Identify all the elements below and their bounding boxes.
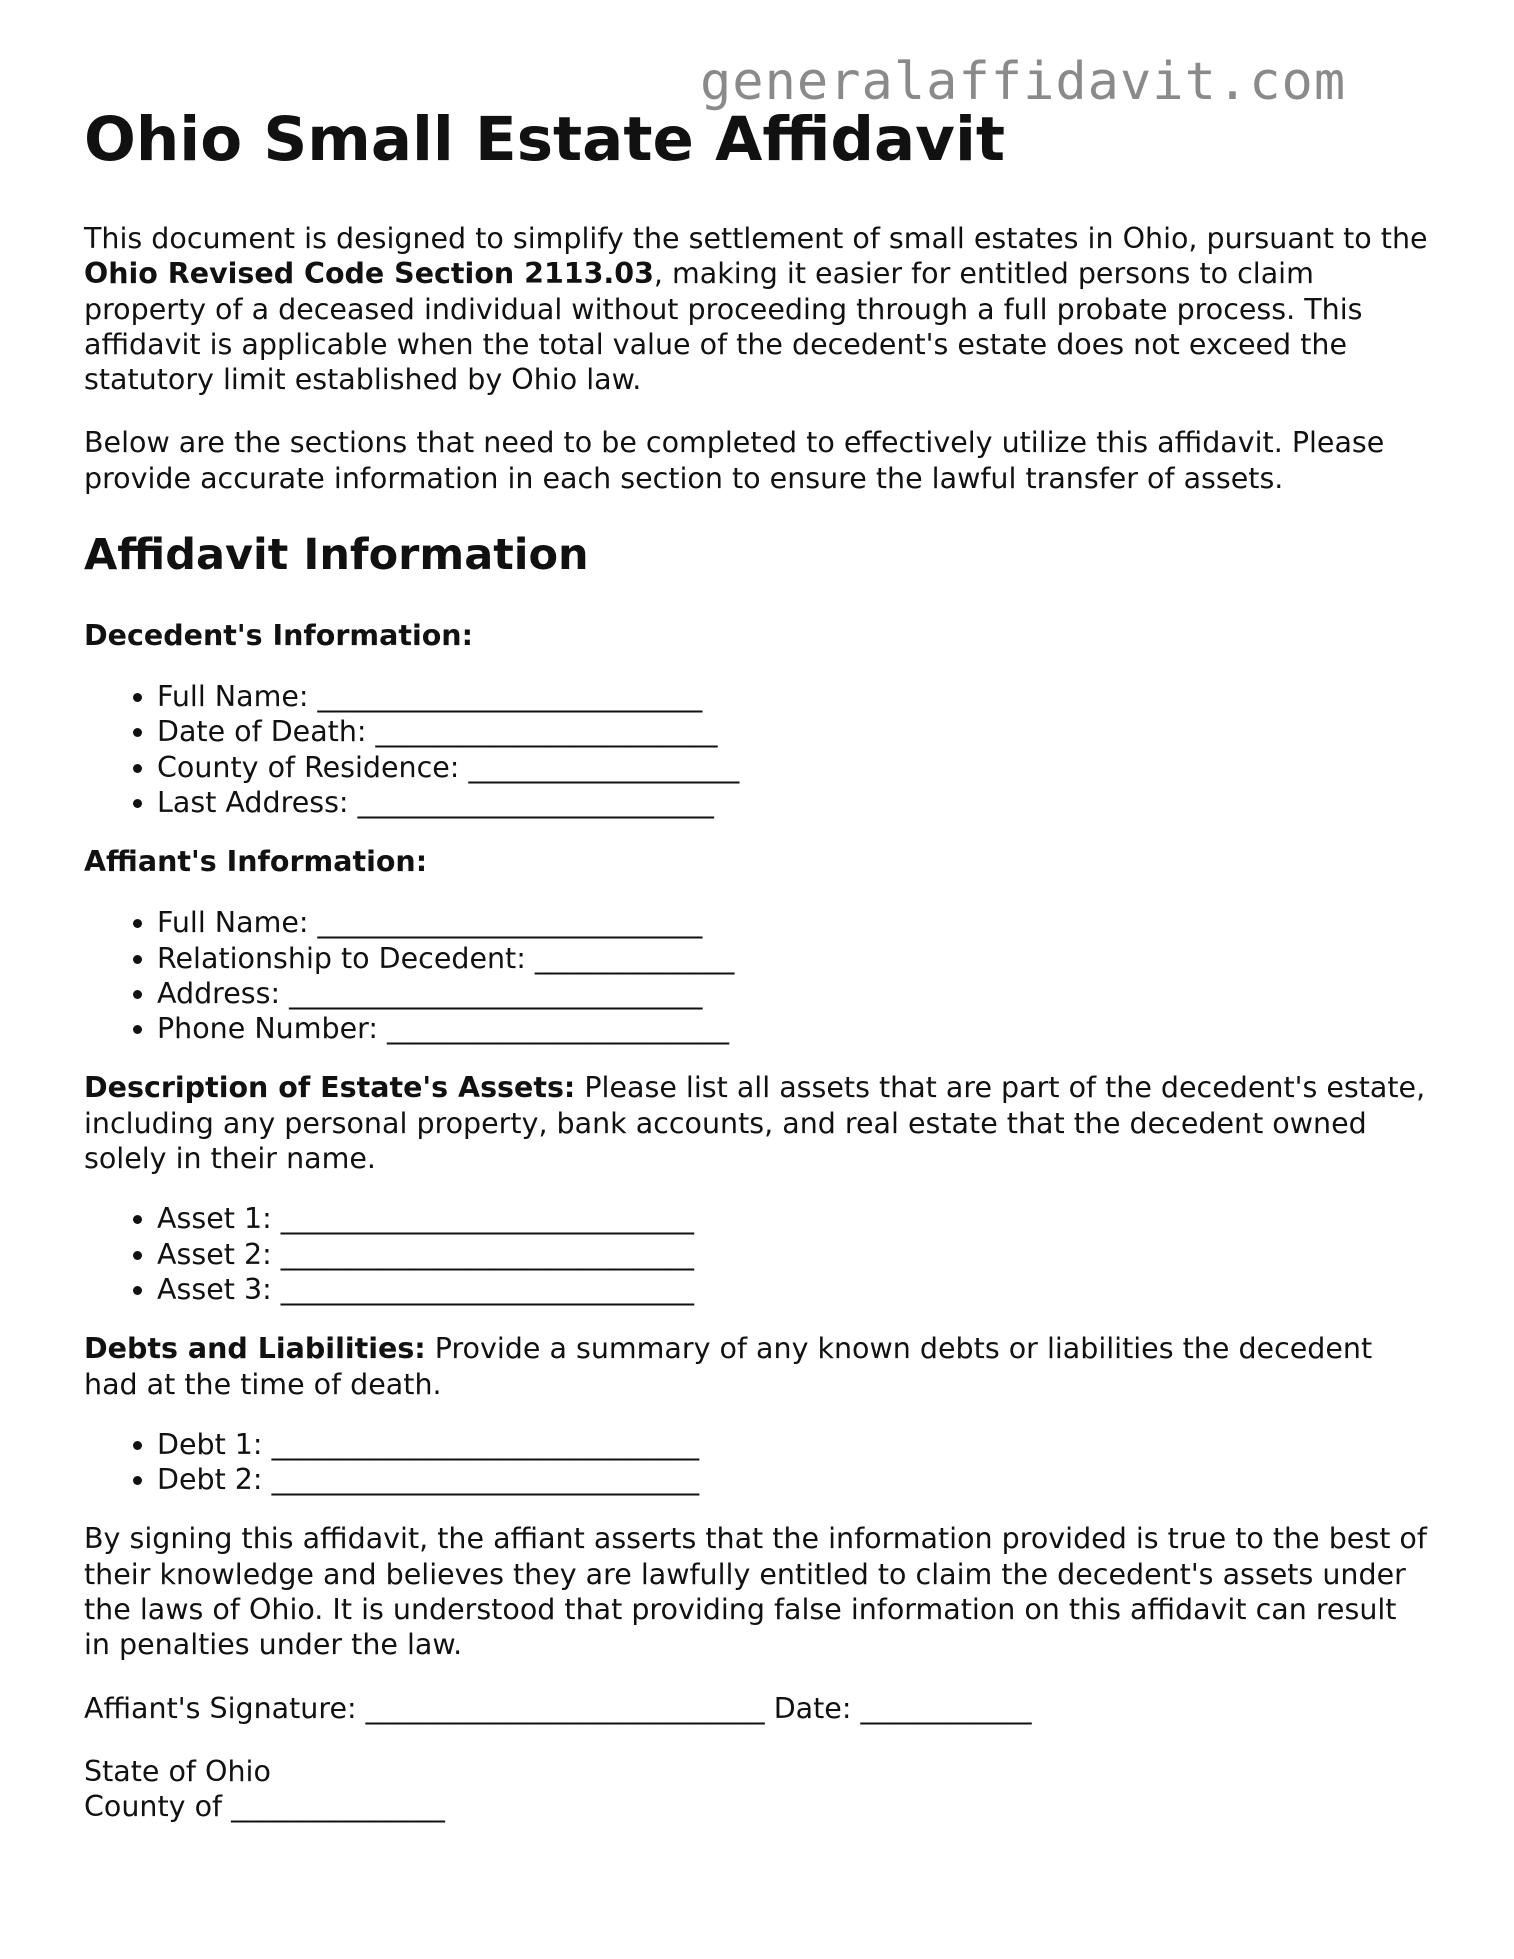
intro-text-after: , making it easier for entitled persons to claim property of a deceased individual without proceeding through a full probate process. This affidavit is applicable when the total value of the decedent's estate does not exceed the statutory limit established by Ohio law.	[84, 257, 1363, 397]
signature-line: Affiant's Signature: ____________________________ Date: ____________	[84, 1691, 1032, 1725]
affiant-heading: Affiant's Information:	[84, 845, 428, 879]
assets-text: Please list all assets that are part of the decedent's estate, including any personal property, bank accounts, and real estate that the decedent owned solely in their name.	[84, 1071, 1426, 1176]
debts-text: Provide a summary of any known debts or liabilities the decedent had at the time of death.	[84, 1332, 1373, 1401]
list-item: • Full Name: ___________________________	[157, 679, 1430, 714]
watermark: generalaffidavit.com	[700, 52, 1347, 112]
list-item: • Last Address: _________________________	[157, 785, 1430, 820]
list-item: • Asset 3: _____________________________	[157, 1272, 1430, 1307]
list-item: • Relationship to Decedent: ______________	[157, 941, 1430, 976]
list-item: • Address: _____________________________	[157, 976, 1430, 1011]
list-item: • Asset 1: _____________________________	[157, 1201, 1430, 1236]
list-item: • Asset 2: _____________________________	[157, 1237, 1430, 1272]
decedent-list	[84, 679, 1430, 820]
list-item: • Full Name: ___________________________	[157, 905, 1430, 940]
statute-reference: Ohio Revised Code Section 2113.03	[84, 257, 654, 291]
assets-heading: Description of Estate's Assets:	[84, 1071, 576, 1105]
debts-paragraph	[84, 1331, 1430, 1402]
assets-paragraph	[84, 1070, 1430, 1176]
closing-paragraph: By signing this affidavit, the affiant asserts that the information provided is true to the best of their knowledge and believes they are lawfully entitled to claim the decedent's assets under the laws of Ohio. It is understood that providing false information on this affidavit can result in penalties under the law.	[84, 1522, 1427, 1662]
county-line: County of _______________	[84, 1790, 445, 1824]
list-item: • Debt 2: ______________________________	[157, 1462, 1430, 1497]
intro-paragraph-1	[84, 221, 1430, 397]
list-item: • Debt 1: ______________________________	[157, 1427, 1430, 1462]
state-line: State of Ohio	[84, 1754, 271, 1788]
list-item: • Phone Number: ________________________	[157, 1011, 1430, 1046]
debts-list	[84, 1427, 1430, 1498]
debts-heading: Debts and Liabilities:	[84, 1332, 426, 1366]
section-heading: Affidavit Information	[84, 530, 589, 581]
page-title: Ohio Small Estate Affidavit	[84, 104, 1006, 175]
document-page	[84, 100, 1430, 1825]
intro-text-before: This document is designed to simplify the settlement of small estates in Ohio, pursuant to the	[84, 222, 1428, 255]
assets-list	[84, 1201, 1430, 1307]
list-item: • County of Residence: ___________________	[157, 750, 1430, 785]
affiant-list	[84, 905, 1430, 1046]
decedent-heading: Decedent's Information:	[84, 619, 473, 653]
list-item: • Date of Death: ________________________	[157, 714, 1430, 749]
intro-paragraph-2: Below are the sections that need to be completed to effectively utilize this affidavit. Please provide accurate information in each section to ensure the lawful transfer of assets.	[84, 426, 1385, 495]
